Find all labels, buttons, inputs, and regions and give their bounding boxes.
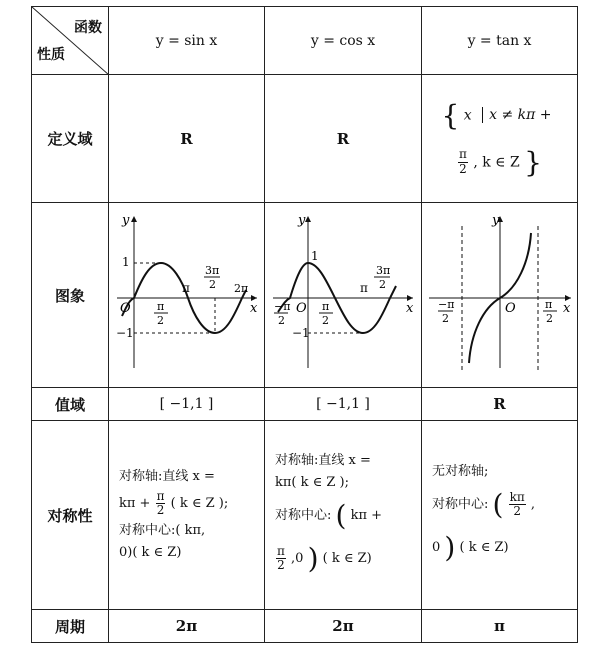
set-tail: , k ∈ Z xyxy=(473,154,520,170)
range-cos: [ −1,1 ] xyxy=(265,388,422,421)
range-tan: R xyxy=(422,388,578,421)
tan-center-comma: , xyxy=(530,497,536,512)
frac-den: 2 xyxy=(277,558,285,573)
one-label: 1 xyxy=(311,249,319,263)
three-pi-den: 2 xyxy=(208,278,216,291)
brace-left: { xyxy=(441,98,460,132)
period-sin: 2π xyxy=(109,610,265,643)
header-cos: y = cos x xyxy=(265,7,422,75)
three-pi-den: 2 xyxy=(379,278,386,291)
tan-graph xyxy=(425,208,575,378)
sin-graph-cell xyxy=(109,203,265,388)
half-pi-num: π xyxy=(544,298,552,311)
paren-open: ( xyxy=(335,499,347,532)
neg-half-pi-den: 2 xyxy=(278,314,285,327)
half-pi-num: π xyxy=(156,300,164,313)
one-label: 1 xyxy=(121,255,130,269)
origin-label: O xyxy=(504,301,516,316)
cos-graph xyxy=(268,208,418,378)
sin-axis-kpi: kπ + xyxy=(119,496,151,512)
origin-label: O xyxy=(296,301,307,316)
x-label: x xyxy=(249,301,257,316)
three-pi-num: 3π xyxy=(376,264,391,277)
range-row xyxy=(32,388,578,421)
domain-label: 定义域 xyxy=(32,75,109,203)
origin-label: O xyxy=(119,301,131,316)
sin-sym-line4: 0)( k ∈ Z) xyxy=(119,544,182,560)
sin-axis-fraction xyxy=(156,490,166,517)
pi-label: π xyxy=(181,281,190,295)
frac-den: 2 xyxy=(156,503,165,518)
domain-row xyxy=(32,75,578,203)
brace-right: } xyxy=(524,145,542,179)
three-pi-num: 3π xyxy=(204,264,219,277)
sin-sym-line2 xyxy=(119,490,264,517)
symmetry-cos xyxy=(265,421,422,610)
half-pi-den: 2 xyxy=(322,314,329,327)
set-variable: x xyxy=(463,107,472,123)
corner-property-label: 性质 xyxy=(37,47,65,63)
set-condition: x ≠ kπ + xyxy=(482,107,551,123)
sin-axis-tail: ( k ∈ Z ); xyxy=(170,496,229,512)
y-label: y xyxy=(491,213,499,228)
cos-sym-line3 xyxy=(275,496,421,535)
tan-graph-cell xyxy=(422,203,578,388)
sin-sym-line1: 对称轴:直线 x = xyxy=(119,469,215,485)
symmetry-label: 对称性 xyxy=(32,421,109,610)
frac-num: π xyxy=(459,147,467,162)
range-label: 值域 xyxy=(32,388,109,421)
header-sin: y = sin x xyxy=(109,7,265,75)
graph-row xyxy=(32,203,578,388)
cos-sym-line4 xyxy=(275,539,421,578)
symmetry-sin xyxy=(109,421,265,610)
header-row xyxy=(32,7,578,75)
tan-center-zero: 0 xyxy=(432,540,441,556)
y-label: y xyxy=(121,213,129,228)
frac-num: π xyxy=(156,489,165,504)
cos-graph-cell xyxy=(265,203,422,388)
x-label: x xyxy=(562,301,570,316)
tan-sym-line3 xyxy=(432,528,577,567)
header-tan: y = tan x xyxy=(422,7,578,75)
cos-center-tail: ( k ∈ Z) xyxy=(322,551,372,567)
corner-cell xyxy=(32,7,109,75)
symmetry-row xyxy=(32,421,578,610)
half-pi-den: 2 xyxy=(156,314,164,327)
tan-sym-line2 xyxy=(432,485,577,524)
y-axis-arrow xyxy=(131,216,137,222)
domain-tan xyxy=(422,75,578,203)
period-label: 周期 xyxy=(32,610,109,643)
frac-den: 2 xyxy=(459,161,467,176)
frac-num: kπ xyxy=(509,489,525,504)
frac-num: π xyxy=(277,544,285,559)
tan-center-tail: ( k ∈ Z) xyxy=(459,540,509,556)
paren-open: ( xyxy=(492,487,504,521)
domain-tan-fraction xyxy=(458,148,468,175)
paren-close: ) xyxy=(307,542,319,576)
cos-sym-line1: 对称轴:直线 x = xyxy=(275,452,371,468)
neg-half-pi-num: −π xyxy=(274,300,291,313)
graph-label: 图象 xyxy=(32,203,109,388)
half-pi-den: 2 xyxy=(545,312,553,325)
period-tan: π xyxy=(422,610,578,643)
sin-sym-line3: 对称中心:( kπ, xyxy=(119,522,206,538)
paren-close: ) xyxy=(444,531,456,565)
period-cos: 2π xyxy=(265,610,422,643)
pi-label: π xyxy=(360,281,368,295)
corner-function-label: 函数 xyxy=(74,20,102,36)
trig-properties-table xyxy=(31,6,578,643)
cos-center-zero: ,0 xyxy=(291,551,304,567)
x-label: x xyxy=(406,301,414,316)
neg-one-label: −1 xyxy=(115,326,134,340)
neg-one-label: −1 xyxy=(292,326,310,340)
cos-center-kpi: kπ + xyxy=(350,508,383,524)
neg-half-pi-num: −π xyxy=(437,298,454,311)
y-label: y xyxy=(298,213,306,228)
cos-center-label: 对称中心: xyxy=(275,508,332,524)
tan-center-fraction xyxy=(509,491,526,518)
sin-graph xyxy=(112,208,262,378)
tan-sym-line1: 无对称轴; xyxy=(432,463,489,479)
domain-cos: R xyxy=(265,75,422,203)
half-pi-num: π xyxy=(322,300,330,313)
cos-center-fraction xyxy=(276,545,286,572)
two-pi-label: 2π xyxy=(233,282,248,295)
range-sin: [ −1,1 ] xyxy=(109,388,265,421)
domain-sin: R xyxy=(109,75,265,203)
cos-sym-line2: kπ( k ∈ Z ); xyxy=(275,474,350,490)
neg-half-pi-den: 2 xyxy=(441,312,449,325)
symmetry-tan xyxy=(422,421,578,610)
period-row xyxy=(32,610,578,643)
tan-center-label: 对称中心: xyxy=(432,497,489,512)
frac-den: 2 xyxy=(513,504,522,518)
y-axis-arrow xyxy=(305,216,311,222)
